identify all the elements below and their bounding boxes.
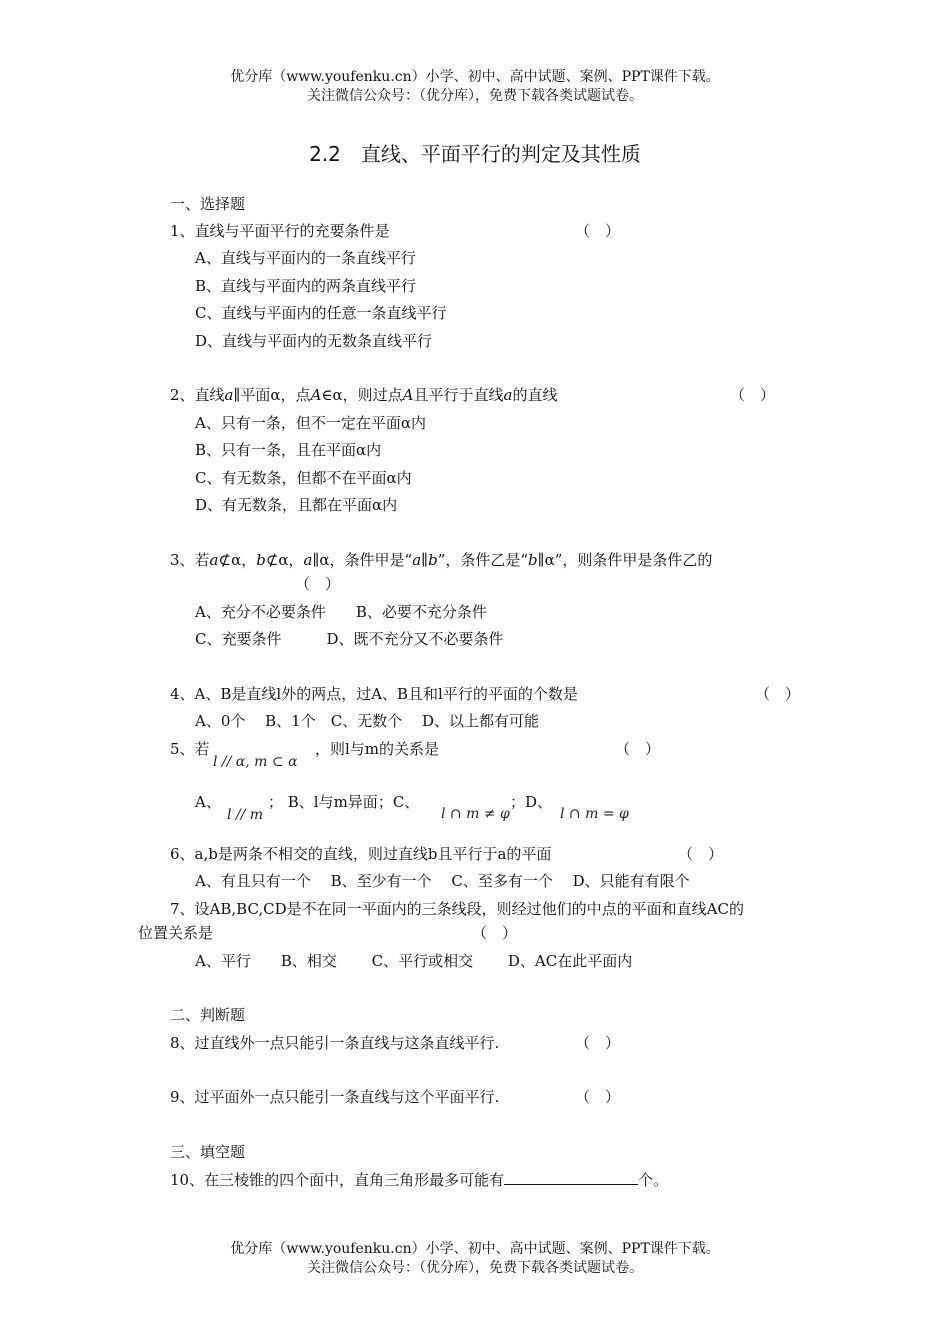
- q2-var-A: A: [310, 386, 322, 404]
- question-5-option-a-label: A、: [195, 793, 221, 811]
- q3-text: 3、若: [170, 551, 210, 569]
- question-6-bracket: （ ）: [678, 845, 724, 863]
- question-1-option-b: B、直线与平面内的两条直线平行: [195, 277, 417, 295]
- q2-text: 且平行于直线: [413, 386, 504, 404]
- question-5-option-d-label: ；D、: [510, 793, 553, 811]
- question-3-options-ab: A、充分不必要条件 B、必要不充分条件: [195, 603, 487, 621]
- q3-text: ∥α”，则条件甲是条件乙的: [537, 551, 713, 569]
- header-line-2: 关注微信公众号：（优分库），免费下载各类试题试卷。: [307, 88, 643, 104]
- question-5-option-bc: ； B、l与m异面；C、: [268, 793, 420, 811]
- question-5-option-c-formula: l ∩ m ≠ φ: [441, 806, 510, 822]
- question-3-bracket: （ ）: [295, 575, 341, 593]
- question-10-stem: 10、在三棱锥的四个面中，直角三角形最多可能有: [170, 1171, 505, 1189]
- footer-line-2: 关注微信公众号：（优分库），免费下载各类试题试卷。: [307, 1260, 643, 1276]
- q2-text: 2、直线: [170, 386, 225, 404]
- q3-text: ⊄α，: [218, 551, 257, 569]
- q3-var: a: [303, 551, 313, 569]
- question-3-stem: [170, 550, 712, 570]
- question-5-bracket: （ ）: [615, 740, 661, 758]
- question-1-stem: 1、直线与平面平行的充要条件是: [170, 222, 390, 240]
- q3-var: b: [428, 551, 438, 569]
- question-2-option-a: A、只有一条，但不一定在平面α内: [195, 414, 426, 432]
- question-7-line-2: 位置关系是: [138, 924, 214, 942]
- section-choice-heading: 一、选择题: [170, 195, 246, 213]
- q3-var: b: [256, 551, 266, 569]
- section-fill-heading: 三、填空题: [170, 1143, 246, 1161]
- question-2-bracket: （ ）: [730, 386, 776, 404]
- q3-text: ∥α，条件甲是“: [312, 551, 413, 569]
- question-6-options: A、有且只有一个 B、至少有一个 C、至多有一个 D、只能有有限个: [195, 872, 690, 890]
- question-7-line-1: 7、设AB,BC,CD是不在同一平面内的三条线段，则经过他们的中点的平面和直线AC的: [170, 900, 744, 918]
- question-1-option-c: C、直线与平面内的任意一条直线平行: [195, 304, 447, 322]
- question-4-bracket: （ ）: [755, 685, 801, 703]
- question-8-stem: 8、过直线外一点只能引一条直线与这条直线平行.: [170, 1034, 500, 1052]
- question-10: [170, 1169, 668, 1190]
- question-2-stem: [170, 385, 557, 405]
- q2-var-a: a: [503, 386, 513, 404]
- question-9-bracket: （ ）: [575, 1088, 621, 1106]
- q3-var: a: [209, 551, 219, 569]
- question-1-option-d: D、直线与平面内的无数条直线平行: [195, 332, 433, 350]
- question-5-formula: l // α, m ⊂ α: [213, 754, 298, 770]
- question-2-option-b: B、只有一条，且在平面α内: [195, 441, 382, 459]
- q2-text: 的直线: [512, 386, 558, 404]
- answer-blank[interactable]: [504, 1169, 638, 1185]
- q2-text: ∥平面α，点: [233, 386, 311, 404]
- q3-text: ”，条件乙是“: [437, 551, 529, 569]
- question-1-bracket: （ ）: [575, 222, 621, 240]
- q3-var: a: [412, 551, 422, 569]
- header-line-1: 优分库（www.youfenku.cn）小学、初中、高中试题、案例、PPT课件下载。: [230, 69, 720, 85]
- question-7-options: A、平行 B、相交 C、平行或相交 D、AC在此平面内: [195, 952, 633, 970]
- question-2-option-d: D、有无数条，且都在平面α内: [195, 496, 398, 514]
- q3-text: ∥: [421, 551, 429, 569]
- question-3-options-cd: C、充要条件 D、既不充分又不必要条件: [195, 630, 504, 648]
- section-judge-heading: 二、判断题: [170, 1006, 246, 1024]
- question-2-option-c: C、有无数条，但都不在平面α内: [195, 469, 412, 487]
- q2-var-A: A: [402, 386, 414, 404]
- question-10-tail: 个。: [638, 1171, 669, 1189]
- q2-text: ∈α，则过点: [321, 386, 403, 404]
- question-5-stem: ，则l与m的关系是: [315, 740, 440, 758]
- question-1-option-a: A、直线与平面内的一条直线平行: [195, 249, 416, 267]
- page-title: 2.2 直线、平面平行的判定及其性质: [309, 142, 641, 166]
- question-5-option-d-formula: l ∩ m = φ: [560, 806, 629, 822]
- q3-var: b: [528, 551, 538, 569]
- q2-var-a: a: [224, 386, 234, 404]
- footer-line-1: 优分库（www.youfenku.cn）小学、初中、高中试题、案例、PPT课件下载。: [230, 1241, 720, 1257]
- question-4-options: A、0个 B、1个 C、无数个 D、以上都有可能: [195, 712, 539, 730]
- question-6-stem: 6、a,b是两条不相交的直线，则过直线b且平行于a的平面: [170, 845, 552, 863]
- question-7-bracket: （ ）: [472, 924, 518, 942]
- question-9-stem: 9、过平面外一点只能引一条直线与这个平面平行.: [170, 1088, 500, 1106]
- question-5-prefix: 5、若: [170, 740, 210, 758]
- question-8-bracket: （ ）: [575, 1034, 621, 1052]
- question-5-option-a-formula: l // m: [227, 807, 264, 823]
- question-4-stem: 4、A、B是直线l外的两点，过A、B且和l平行的平面的个数是: [170, 685, 578, 703]
- q3-text: ⊄α，: [265, 551, 304, 569]
